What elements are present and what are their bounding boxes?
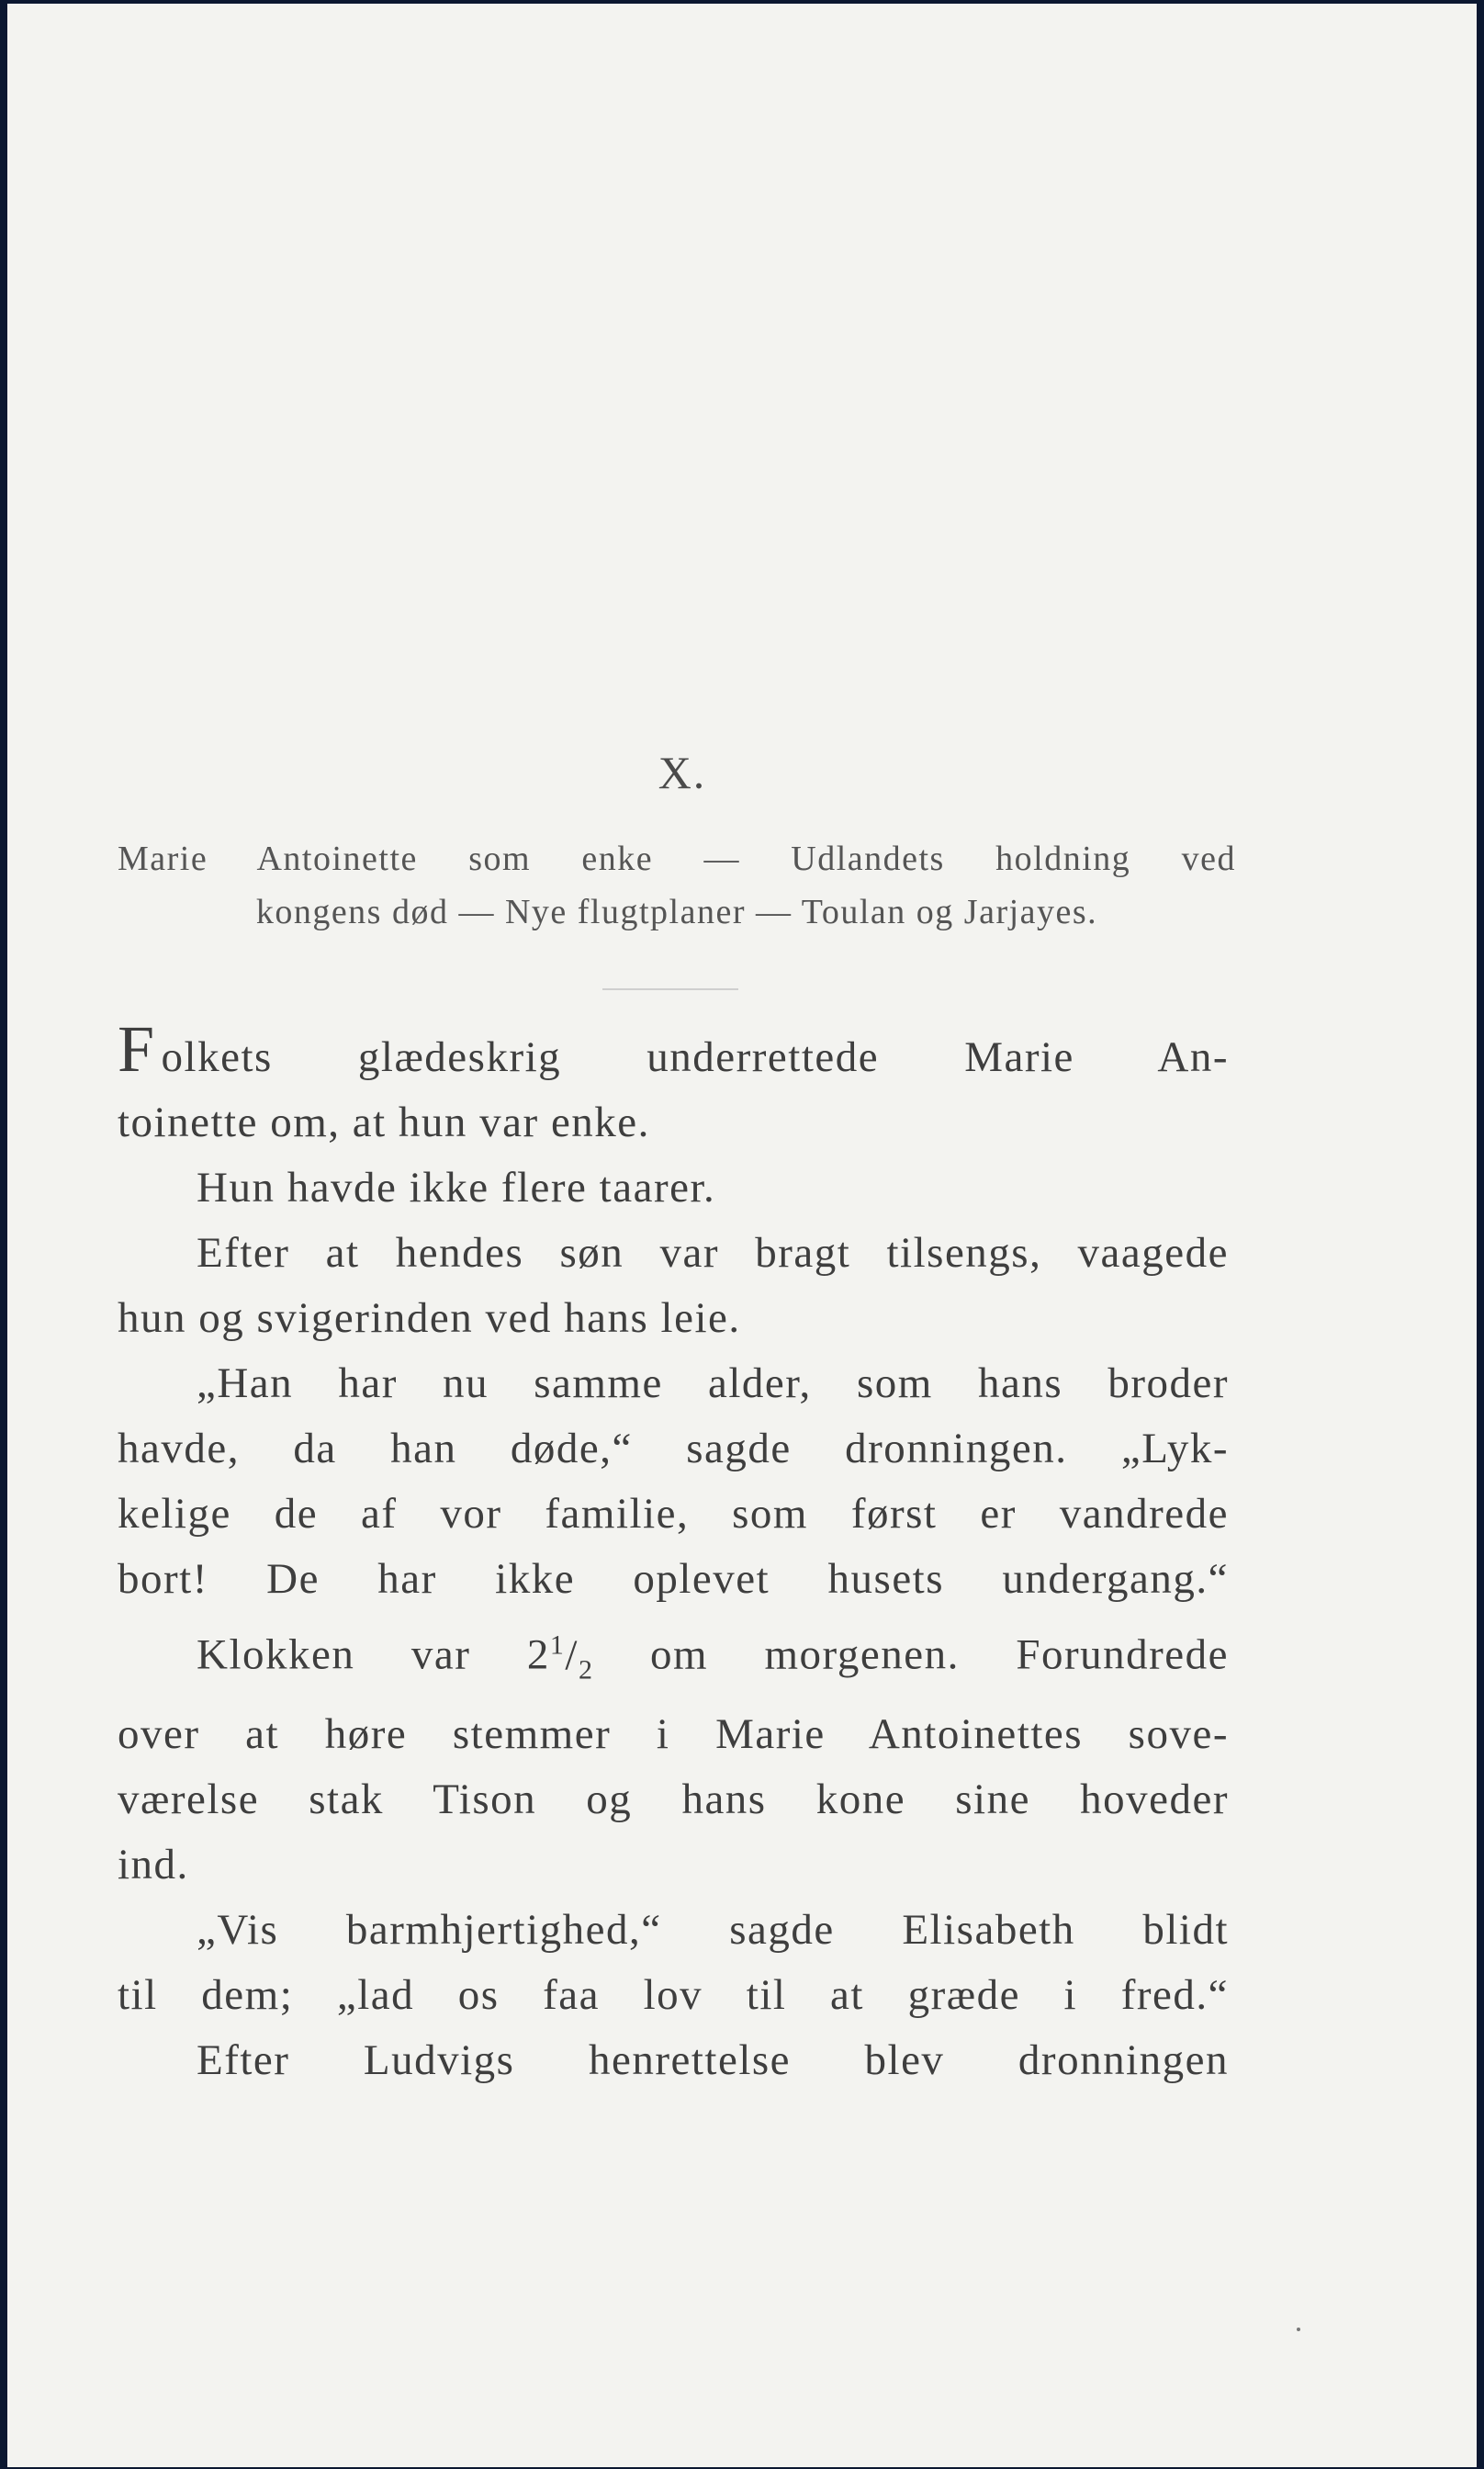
chapter-summary <box>118 832 1236 939</box>
text-line: toinette om, at hun var enke. <box>118 1099 650 1146</box>
fraction: $^1/_2$ <box>549 1629 594 1685</box>
body-text <box>118 1012 1229 2093</box>
section-divider <box>602 988 738 990</box>
text-line: værelse stak Tison og hans kone sine hoveder <box>118 1776 1229 1824</box>
text-line: „Han har nu samme alder, som hans broder <box>197 1359 1229 1407</box>
text-line: hun og svigerinden ved hans leie. <box>118 1294 741 1342</box>
fraction-denominator: 2 <box>578 1654 594 1685</box>
text-line: ind. <box>118 1841 189 1889</box>
summary-line: kongens død — Nye flugtplaner — Toulan og Jarjayes. <box>255 893 1098 931</box>
text-line-content: Klokken var 2 <box>197 1630 550 1679</box>
text-line: „Vis barmhjertighed,“ sagde Elisabeth blidt <box>197 1906 1229 1955</box>
summary-line: Marie Antoinette som enke — Udlandets holdning ved <box>118 840 1236 878</box>
paper-speck <box>1297 2328 1300 2331</box>
text-line <box>118 1012 1229 1090</box>
text-line <box>118 1612 1229 1702</box>
text-line: over at høre stemmer i Marie Antoinettes sove- <box>118 1710 1229 1759</box>
text-line-content: om morgenen. Forundrede <box>649 1630 1229 1679</box>
text-line: Efter Ludvigs henrettelse blev dronningen <box>197 2036 1229 2085</box>
text-line: Hun havde ikke flere taarer. <box>197 1164 716 1212</box>
text-line: bort! De har ikke oplevet husets undergang.“ <box>118 1555 1229 1603</box>
text-line: havde, da han døde,“ sagde dronningen. „Lyk- <box>118 1425 1229 1472</box>
text-line-content: olkets glædeskrig underrettede Marie An- <box>161 1033 1229 1081</box>
book-page <box>7 4 1477 2467</box>
text-line: til dem; „lad os faa lov til at græde i fred.“ <box>118 1971 1229 2020</box>
text-line: kelige de af vor familie, som først er vandrede <box>118 1490 1229 1538</box>
fraction-numerator: 1 <box>549 1629 566 1660</box>
text-line: Efter at hendes søn var bragt tilsengs, vaagede <box>197 1229 1229 1277</box>
drop-cap: F <box>118 1012 156 1086</box>
chapter-number: X. <box>658 747 707 798</box>
